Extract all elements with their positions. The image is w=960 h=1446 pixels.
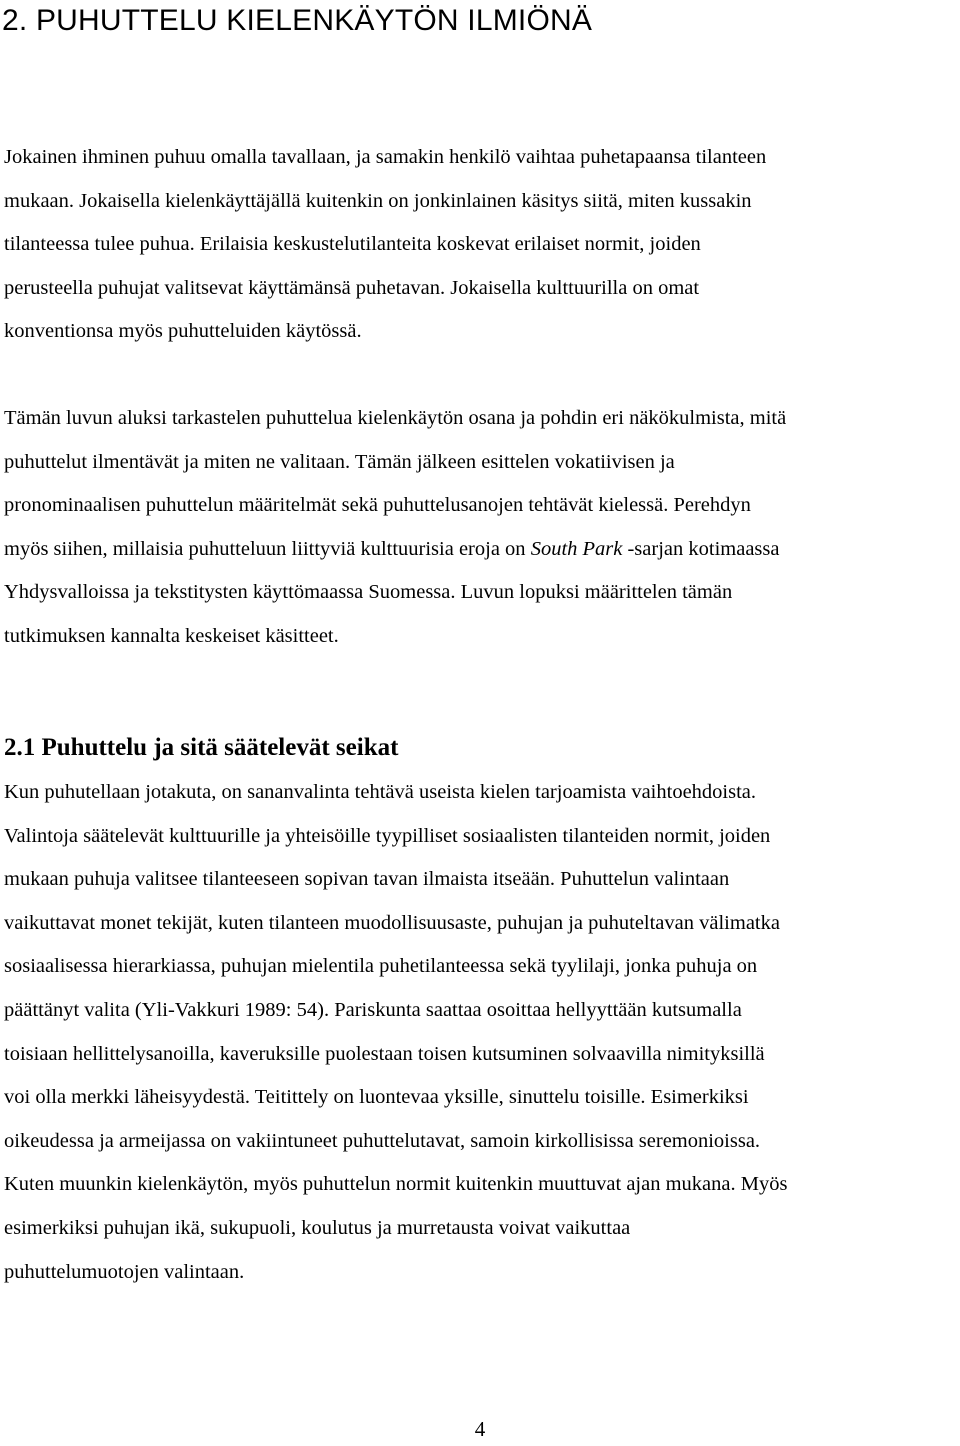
text-line: oikeudessa ja armeijassa on vakiintuneet puhuttelutavat, samoin kirkollisissa seremonioissa. — [4, 1129, 761, 1152]
text-line: puhuttelumuotojen valintaan. — [4, 1260, 245, 1283]
text-line: Tämän luvun aluksi tarkastelen puhuttelua kielenkäytön osana ja pohdin eri näkökulmista, mitä — [4, 407, 787, 429]
text-line: tutkimuksen kannalta keskeiset käsitteet. — [4, 624, 339, 647]
text-line: mukaan. Jokaisella kielenkäyttäjällä kuitenkin on jonkinlainen käsitys siitä, miten kussakin — [4, 189, 752, 212]
text-line: Kuten muunkin kielenkäytön, myös puhuttelun normit kuitenkin muuttuvat ajan mukana. Myös — [4, 1173, 788, 1196]
text-segment: myös siihen, millaisia puhutteluun liittyviä kulttuurisia eroja on — [4, 537, 531, 560]
text-line: konventionsa myös puhutteluiden käytössä. — [4, 320, 362, 343]
page-number: 4 — [474, 1417, 486, 1441]
paragraph-intro — [4, 136, 958, 354]
paragraph-chapter-overview — [4, 397, 958, 659]
text-line: perusteella puhujat valitsevat käyttämänsä puhetavan. Jokaisella kulttuurilla on omat — [4, 276, 700, 299]
text-line: vaikuttavat monet tekijät, kuten tilanteen muodollisuusaste, puhujan ja puhuteltavan välimatka — [4, 911, 780, 934]
series-title-italic: South Park — [530, 537, 623, 560]
paragraph-section-body — [4, 771, 958, 1294]
text-line — [4, 528, 958, 572]
section-heading: 2.1 Puhuttelu ja sitä säätelevät seikat — [4, 734, 399, 761]
text-line: Valintoja säätelevät kulttuurille ja yhteisöille tyypilliset sosiaalisten tilanteiden normit, joiden — [4, 824, 771, 847]
text-line: Yhdysvalloissa ja tekstitysten käyttömaassa Suomessa. Luvun lopuksi määrittelen tämän — [4, 581, 733, 604]
text-segment: -sarjan kotimaassa — [622, 537, 780, 560]
text-line: puhuttelut ilmentävät ja miten ne valitaan. Tämän jälkeen esittelen vokatiivisen ja — [4, 450, 675, 473]
text-line: päättänyt valita (Yli-Vakkuri 1989: 54). Pariskunta saattaa osoittaa hellyyttään kutsumalla — [4, 998, 742, 1021]
text-line: esimerkiksi puhujan ikä, sukupuoli, koulutus ja murretausta voivat vaikuttaa — [4, 1216, 631, 1239]
text-line: voi olla merkki läheisyydestä. Teitittely on luontevaa yksille, sinuttelu toisille. Esimerkiksi — [4, 1086, 749, 1109]
chapter-title: 2. PUHUTTELU KIELENKÄYTÖN ILMIÖNÄ — [2, 4, 593, 37]
text-line: Jokainen ihminen puhuu omalla tavallaan, ja samakin henkilö vaihtaa puhetapaansa tilanteen — [4, 146, 767, 168]
text-line: Kun puhutellaan jotakuta, on sananvalinta tehtävä useista kielen tarjoamista vaihtoehdoista. — [4, 781, 757, 803]
text-line: toisiaan hellittelysanoilla, kaveruksille puolestaan toisen kutsuminen solvaavilla nimityksillä — [4, 1042, 765, 1065]
text-line: pronominaalisen puhuttelun määritelmät sekä puhuttelusanojen tehtävät kielessä. Perehdyn — [4, 494, 751, 517]
text-line: mukaan puhuja valitsee tilanteeseen sopivan tavan ilmaista itseään. Puhuttelun valintaan — [4, 868, 730, 891]
text-line: sosiaalisessa hierarkiassa, puhujan mielentila puhetilanteessa sekä tyylilaji, jonka puhuja on — [4, 955, 758, 978]
text-line: tilanteessa tulee puhua. Erilaisia keskustelutilanteita koskevat erilaiset normit, joiden — [4, 233, 701, 256]
